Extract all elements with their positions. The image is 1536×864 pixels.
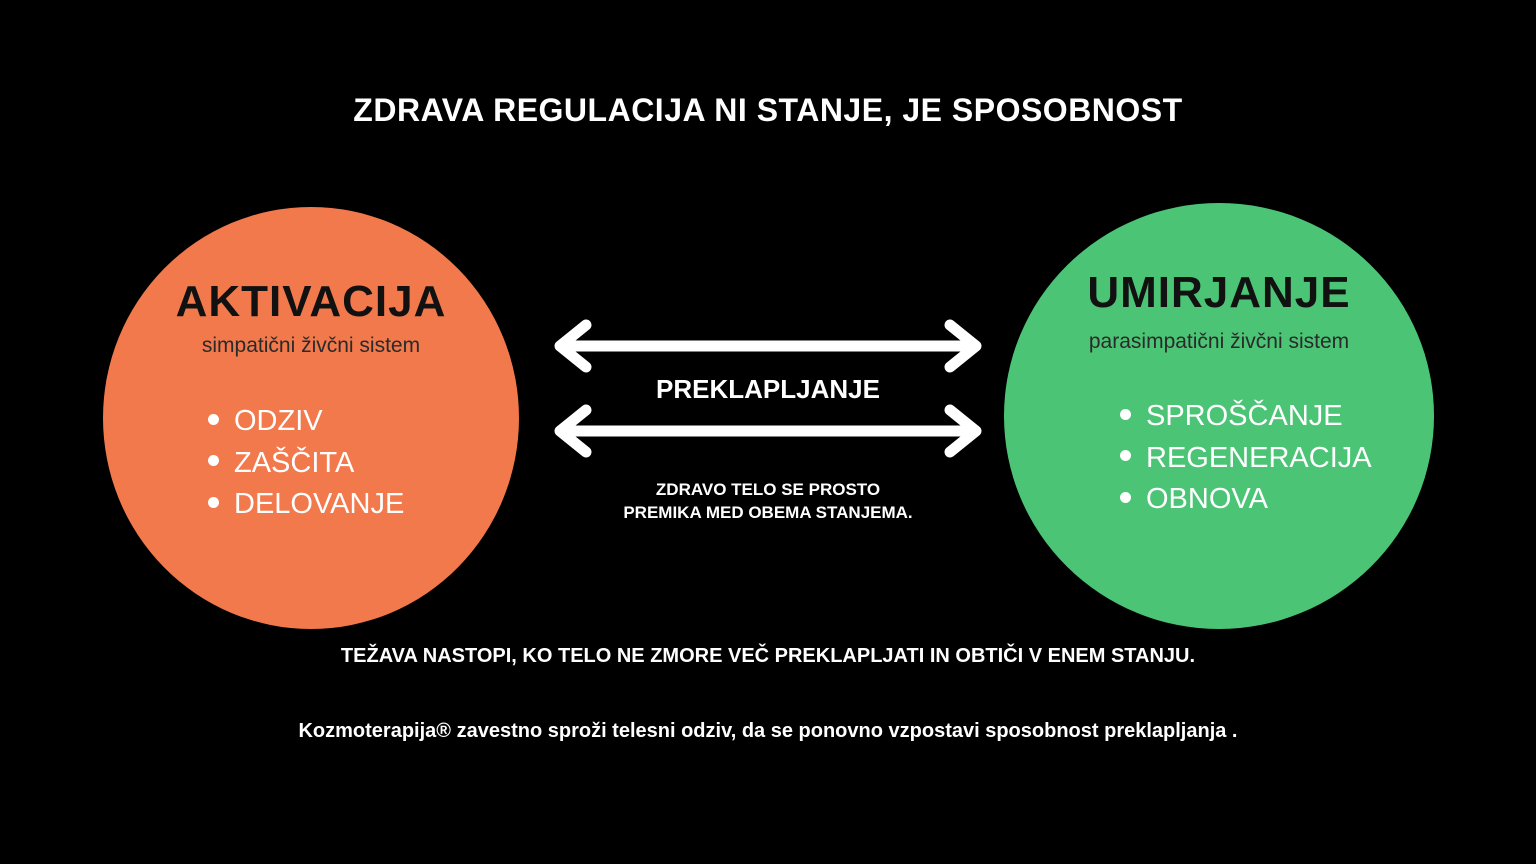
note-line: ZDRAVO TELO SE PROSTO (655, 480, 881, 499)
calming-subtitle: parasimpatični živčni sistem (1088, 330, 1350, 353)
bullet-icon (208, 414, 219, 425)
activation-item: DELOVANJE (208, 484, 404, 526)
footer-statement: Kozmoterapija® zavestno sproži telesni odziv, da se ponovno vzpostavi sposobnost preklapljanja . (298, 720, 1238, 742)
calming-title: UMIRJANJE (1087, 268, 1351, 317)
activation-circle (103, 207, 519, 629)
bullet-icon (208, 455, 219, 466)
calming-item: REGENERACIJA (1120, 438, 1372, 480)
calming-list (1120, 396, 1372, 521)
bullet-icon (1120, 450, 1131, 461)
activation-subtitle: simpatični živčni sistem (201, 334, 421, 357)
calming-item: OBNOVA (1120, 479, 1372, 521)
switching-label: PREKLAPLJANJE (656, 374, 880, 404)
switching-note (568, 478, 968, 524)
calming-circle (1004, 203, 1434, 629)
activation-item: ZAŠČITA (208, 443, 404, 485)
problem-statement: TEŽAVA NASTOPI, KO TELO NE ZMORE VEČ PREKLAPLJATI IN OBTIČI V ENEM STANJU. (340, 645, 1196, 667)
bullet-icon (1120, 492, 1131, 503)
note-line: PREMIKA MED OBEMA STANJEMA. (623, 503, 913, 522)
bullet-icon (1120, 409, 1131, 420)
activation-title: AKTIVACIJA (175, 277, 447, 326)
activation-list (208, 401, 404, 526)
calming-item: SPROŠČANJE (1120, 396, 1372, 438)
double-arrow-icon (548, 319, 988, 373)
bullet-icon (208, 497, 219, 508)
activation-item: ODZIV (208, 401, 404, 443)
diagram-title: ZDRAVA REGULACIJA NI STANJE, JE SPOSOBNOST (353, 92, 1183, 128)
double-arrow-icon (548, 404, 988, 458)
